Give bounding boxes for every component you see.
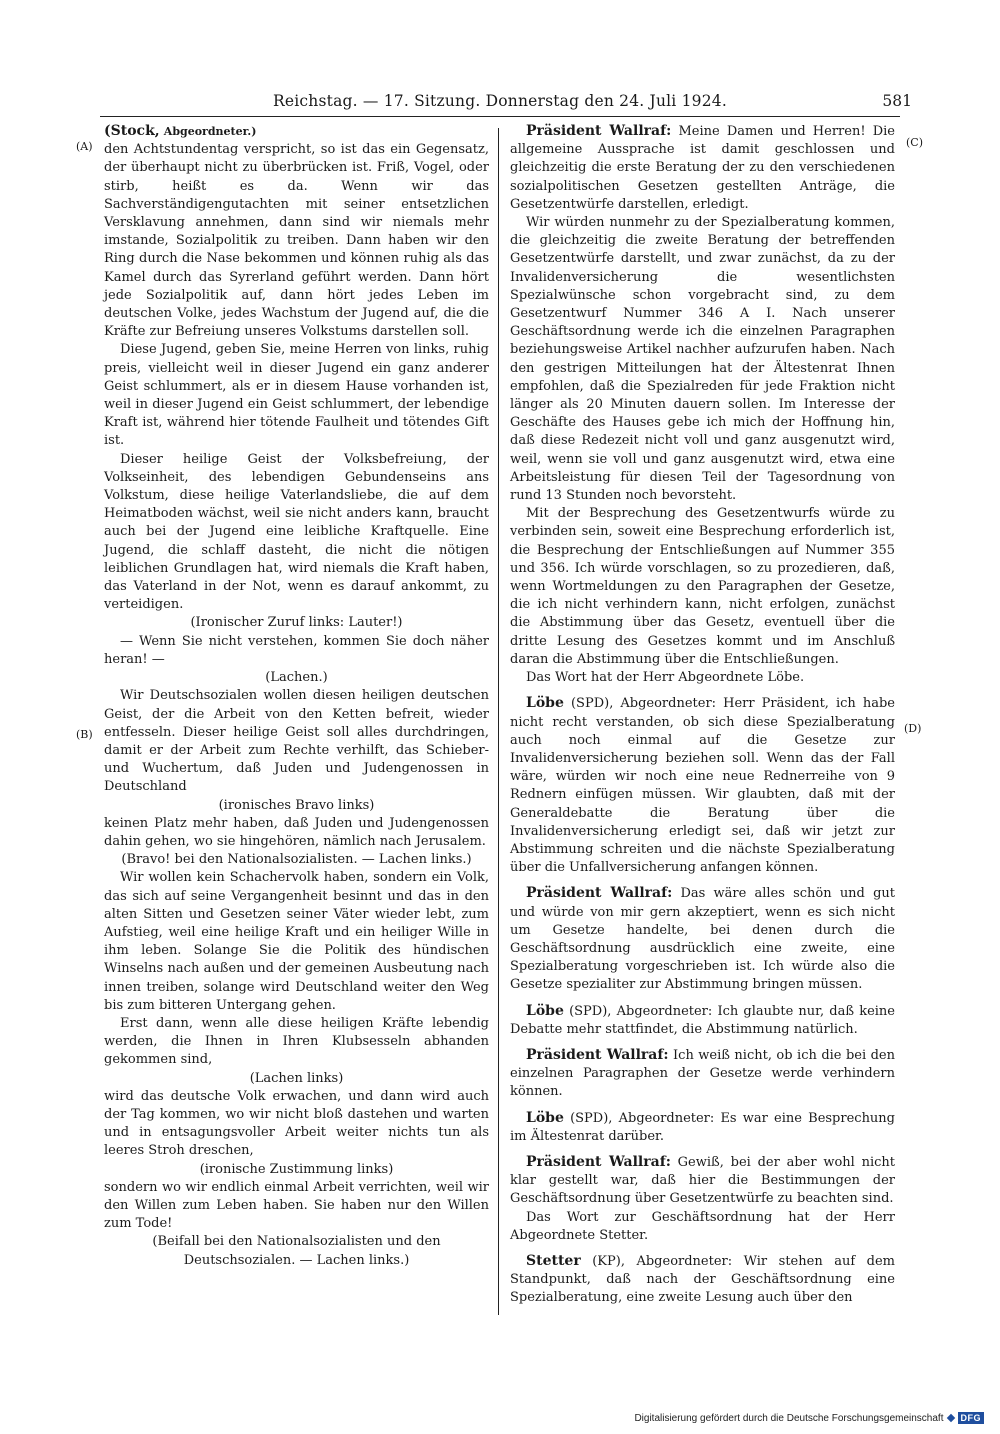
speaker-name: Löbe: [526, 1109, 564, 1126]
speaker-continuation: [104, 122, 489, 141]
interjection: (Bravo! bei den Nationalsozialisten. — Lachen links.): [121, 852, 472, 868]
speech-text: Meine Damen und Herren! Die allgemeine Aussprache ist damit geschlossen und gleichzeitig die erste Beratung der zu den verschiedenen sozialpolitischen Gesetzen gestellten Anträge, die Gesetzentwürfe darstellen, erledigt.: [510, 124, 895, 212]
interjection: (Ironischer Zuruf links: Lauter!): [190, 615, 403, 631]
interjection: (Lachen links): [249, 1070, 344, 1086]
interjection: (ironische Zustimmung links): [199, 1161, 394, 1177]
paragraph: Mit der Besprechung des Gesetzentwurfs würde zu verbinden sein, soweit eine Besprechung erforderlich ist, die Besprechung der Entschließungen auf Nummer 355 und 356. Ich würde vorschlagen, so zu prozedieren, daß, wenn Wortmeldungen zu den Paragraphen der Gesetze, die ich nicht verhindern kann, nicht erfolgen, zunächst die Abstimmung über das Gesetz, eventuell über die dritte Lesung des Gesetzes kommt und im Anschluß daran die Abstimmung über die Entschließungen.: [510, 506, 895, 667]
digitization-footer: [634, 1412, 984, 1424]
speech-president: [510, 884, 895, 994]
speech-loebe: [510, 1002, 895, 1039]
speech-text: (KP), Abgeordneter: Wir stehen auf dem Standpunkt, daß nach der Geschäftsordnung eine Spezialberatung, eine zweite Lesung auch über den: [510, 1253, 895, 1306]
interjection: (Beifall bei den Nationalsozialisten und den Deutschsozialen. — Lachen links.): [152, 1234, 441, 1268]
page-number: 581: [882, 92, 912, 110]
margin-mark-d: (D): [904, 722, 922, 735]
speech-president: [510, 1046, 895, 1102]
speech-stetter: [510, 1252, 895, 1308]
speech-president: [510, 1153, 895, 1209]
paragraph: Dieser heilige Geist der Volksbefreiung, der Volkseinheit, des lebendigen Gebundenseins ans Volkstum, diese heilige Vaterlandsliebe, die auf dem Heimatboden wächst, weil sie nicht anders kann, braucht auch bei der Jugend eine leibliche Kraftquelle. Eine Jugend, die schlaff dasteht, die nicht die nötigen leiblichen Grundlagen hat, wird niemals die Kraft haben, das Vaterland in der Not, wenn es darauf ankommt, zu verteidigen.: [104, 451, 489, 613]
paragraph: — Wenn Sie nicht verstehen, kommen Sie doch näher heran! —: [104, 633, 489, 667]
interjection: (Lachen.): [265, 670, 328, 686]
speech-text: (SPD), Abgeordneter: Ich glaubte nur, daß keine Debatte mehr stattfindet, die Abstimmung natürlich.: [510, 1003, 896, 1037]
dfg-diamond-icon: [946, 1414, 954, 1422]
dfg-logo: DFG: [958, 1412, 985, 1424]
speech-text: Gewiß, bei der aber wohl nicht klar gestellt war, daß hier die Bestimmungen der Geschäftsordnung über Gesetzentwürfe zu beachten sind.: [510, 1154, 895, 1207]
right-column: [510, 122, 895, 1308]
speech-loebe: [510, 1109, 895, 1146]
speaker-name: Stetter: [526, 1252, 581, 1269]
running-title: Reichstag. — 17. Sitzung. Donnerstag den 24. Juli 1924.: [273, 92, 727, 110]
paragraph: Diese Jugend, geben Sie, meine Herren von links, ruhig preis, vielleicht weil in dieser Jugend ein ganz anderer Geist schlummert, als er in diesem Hause vorhanden ist, weil in dieser Jugend ein Geist schlummert, der lebendige Kraft ist, während hier tötende Faulheit und tötendes Gift ist.: [104, 342, 489, 449]
speaker-name: Präsident Wallraf:: [526, 885, 673, 902]
paragraph: Das Wort zur Geschäftsordnung hat der Herr Abgeordnete Stetter.: [510, 1209, 895, 1243]
speech-loebe: [510, 694, 895, 877]
speaker-role: Abgeordneter.): [163, 125, 257, 138]
paragraph: Wir würden nunmehr zu der Spezialberatung kommen, die gleichzeitig die zweite Beratung der betreffenden Gesetzentwürfe darstellt, und zwar zunächst, da zu der Invalidenversicherung die wesentlichsten Spezialwünsche schon vorgebracht sind, zu dem Gesetzentwurf Nummer 346 A I. Nach unserer Geschäftsordnung werde ich die einzelnen Paragraphen beziehungsweise Artikel nachher aufzurufen haben. Nach den gestrigen Mitteilungen hat der Ältestenrat Ihnen empfohlen, daß die Spezialreden für jede Fraktion nicht länger als 20 Minuten dauern sollen. Im Interesse der Geschäfte des Hauses gebe ich mich der Hoffnung hin, daß diese Redezeit nicht voll und ganz ausgenutzt wird, weil, wenn sie voll und ganz ausgenutzt wird, etwa eine Arbeitsleistung für diesen Teil der Tagesordnung von rund 13 Stunden noch bevorsteht.: [510, 215, 895, 504]
speech-text: (SPD), Abgeordneter: Es war eine Besprechung im Ältestenrat darüber.: [510, 1110, 896, 1144]
paragraph: Erst dann, wenn alle diese heiligen Kräfte lebendig werden, die Ihnen in Ihren Klubsesseln abhanden gekommen sind,: [104, 1015, 489, 1068]
paragraph: Das Wort hat der Herr Abgeordnete Löbe.: [526, 670, 805, 686]
margin-mark-a: (A): [76, 140, 93, 153]
left-column: [104, 122, 489, 1270]
speech-text: Das wäre alles schön und gut und würde von mir gern akzeptiert, wenn es sich nicht um Gesetze handelte, bei denen durch die Geschäftsordnung ausdrücklich eine zweite, eine Spezialberatung vorgeschrieben ist. Ich würde also die Gesetze spezialiter zur Abstimmung bringen müssen.: [510, 886, 895, 993]
margin-mark-b: (B): [76, 728, 93, 741]
paragraph: wird das deutsche Volk erwachen, und dann wird auch der Tag kommen, wo wir nicht bloß dastehen und warten und in entsagungsvoller Arbeit weiter nichts tun als leeres Stroh dreschen,: [104, 1088, 489, 1159]
paragraph: keinen Platz mehr haben, daß Juden und Judengenossen dahin gehen, wo sie hingehören, nämlich nach Jerusalem.: [104, 815, 489, 849]
paragraph: Wir wollen kein Schachervolk haben, sondern ein Volk, das sich auf seine Vergangenheit besinnt und das in den alten Sitten und Gesetzen seiner Väter wieder lebt, zum Aufstieg, weil eine heilige Kraft und ein heiliger Wille in ihm leben. Solange Sie die Politik des hündischen Winselns nach außen und der gemeinen Ausbeutung nach innen treiben, solange wird Deutschland weiter den Weg bis zum bitteren Untergang gehen.: [104, 870, 489, 1013]
footer-text: Digitalisierung gefördert durch die Deutsche Forschungsgemeinschaft: [634, 1412, 944, 1424]
speech-text: Ich weiß nicht, ob ich die bei den einzelnen Paragraphen der Gesetze werde verhindern können.: [510, 1047, 895, 1100]
page-header: [100, 90, 912, 117]
paragraph: den Achtstundentag verspricht, so ist das ein Gegensatz, der überhaupt nicht zu überbrücken ist. Friß, Vogel, oder stirb, heißt es da. Wenn wir das Sachverständigengutachten mit seiner entsetzlichen Versklavung annehmen, dann sind wir niemals mehr imstande, Sozialpolitik zu treiben. Dann haben wir den Ring durch die Nase bekommen und können ruhig als das Kamel durch das Syrerland geführt werden. Dann hört jede Sozialpolitik auf, dann hört jedes Leben im deutschen Volke, jedes Wachstum der Jugend auf, die die Kräfte zur Befreiung unseres Volkstums darstellen soll.: [104, 142, 489, 340]
column-divider: [498, 128, 499, 1315]
speaker-name: (Stock,: [104, 123, 160, 139]
interjection: (ironisches Bravo links): [218, 797, 375, 813]
speaker-name: Präsident Wallraf:: [526, 123, 672, 139]
speaker-name: Präsident Wallraf:: [526, 1153, 671, 1170]
paragraph: sondern wo wir endlich einmal Arbeit verrichten, weil wir den Willen zum Leben haben. Sie haben nur den Willen zum Tode!: [104, 1179, 489, 1232]
speaker-name: Präsident Wallraf:: [526, 1046, 669, 1063]
speaker-name: Löbe: [526, 695, 564, 712]
speech-president: [510, 122, 895, 214]
speech-text: (SPD), Abgeordneter: Herr Präsident, ich habe nicht recht verstanden, ob sich diese Spezialberatung auch noch einmal auf die Gesetze zur Invalidenversicherung beziehen soll. Wenn das der Fall wäre, würden wir noch eine neue Rednerreihe von 9 Rednern einfügen müssen. Wir glaubten, daß mit der Generaldebatte die Beratung über die Invalidenversicherung erledigt sei, daß wir jetzt zur Abstimmung schreiten und die nächste Spezialberatung über die Unfallversicherung anfangen können.: [510, 696, 896, 876]
margin-mark-c: (C): [906, 136, 923, 149]
speaker-name: Löbe: [526, 1002, 564, 1019]
paragraph: Wir Deutschsozialen wollen diesen heiligen deutschen Geist, der die Arbeit von den Ketten befreit, wieder entfesseln. Dieser heilige Geist soll alles durchdringen, damit er der Arbeit zum Rechte verhilft, das Schieber- und Wuchertum, daß Juden und Judengenossen in Deutschland: [104, 688, 489, 795]
